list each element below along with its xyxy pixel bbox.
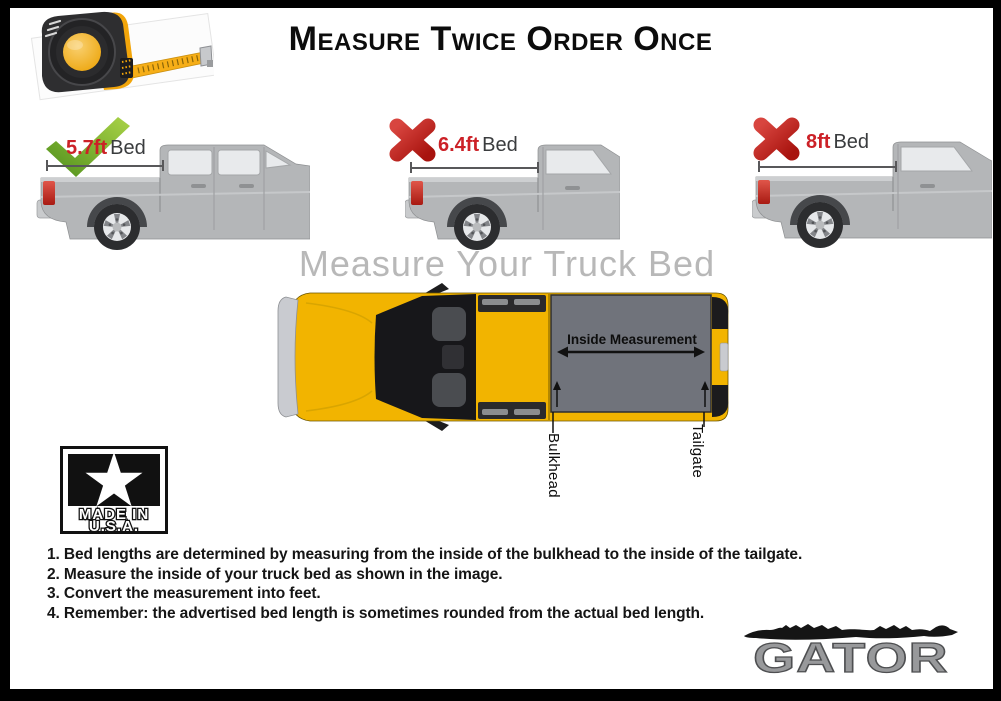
instruction-item: 3. Convert the measurement into feet. <box>47 585 321 602</box>
instructions-list <box>47 545 977 623</box>
tailgate-label: Tailgate <box>689 424 706 479</box>
measurement-line <box>758 161 897 172</box>
bulkhead-label: Bulkhead <box>545 433 562 498</box>
bed-length-label <box>66 137 146 160</box>
instruction-item: 4. Remember: the advertised bed length is sometimes rounded from the actual bed length. <box>47 604 705 622</box>
bed-word: Bed <box>110 137 146 159</box>
section-heading: Measure Your Truck Bed <box>298 243 716 284</box>
badge-line1: MADE IN <box>78 506 150 523</box>
bed-word: Bed <box>482 134 518 156</box>
bed-length-value: 8ft <box>806 131 831 153</box>
bed-length-value: 5.7ft <box>66 137 108 159</box>
instruction-item: 1. Bed lengths are determined by measuring from the inside of the bulkhead to the inside of the tailgate. <box>47 546 803 563</box>
measurement-line <box>410 162 539 173</box>
bed-length-value: 6.4ft <box>438 134 480 156</box>
truck-top-view <box>276 281 738 433</box>
badge-line2: U.S.A. <box>88 518 140 534</box>
bed-word: Bed <box>833 131 870 153</box>
gator-logo <box>736 620 966 676</box>
inside-measurement-label: Inside Measurement <box>567 332 697 347</box>
measurement-line <box>46 160 164 171</box>
x-icon <box>387 116 438 164</box>
brand-name: GATOR <box>753 634 949 676</box>
bed-length-label <box>806 131 869 154</box>
instruction-item: 2. Measure the inside of your truck bed as shown in the image. <box>47 565 503 583</box>
page-title: Measure Twice Order Once <box>288 20 713 58</box>
made-in-usa-badge <box>60 446 168 534</box>
x-icon <box>751 114 802 164</box>
bed-length-label <box>438 134 518 157</box>
